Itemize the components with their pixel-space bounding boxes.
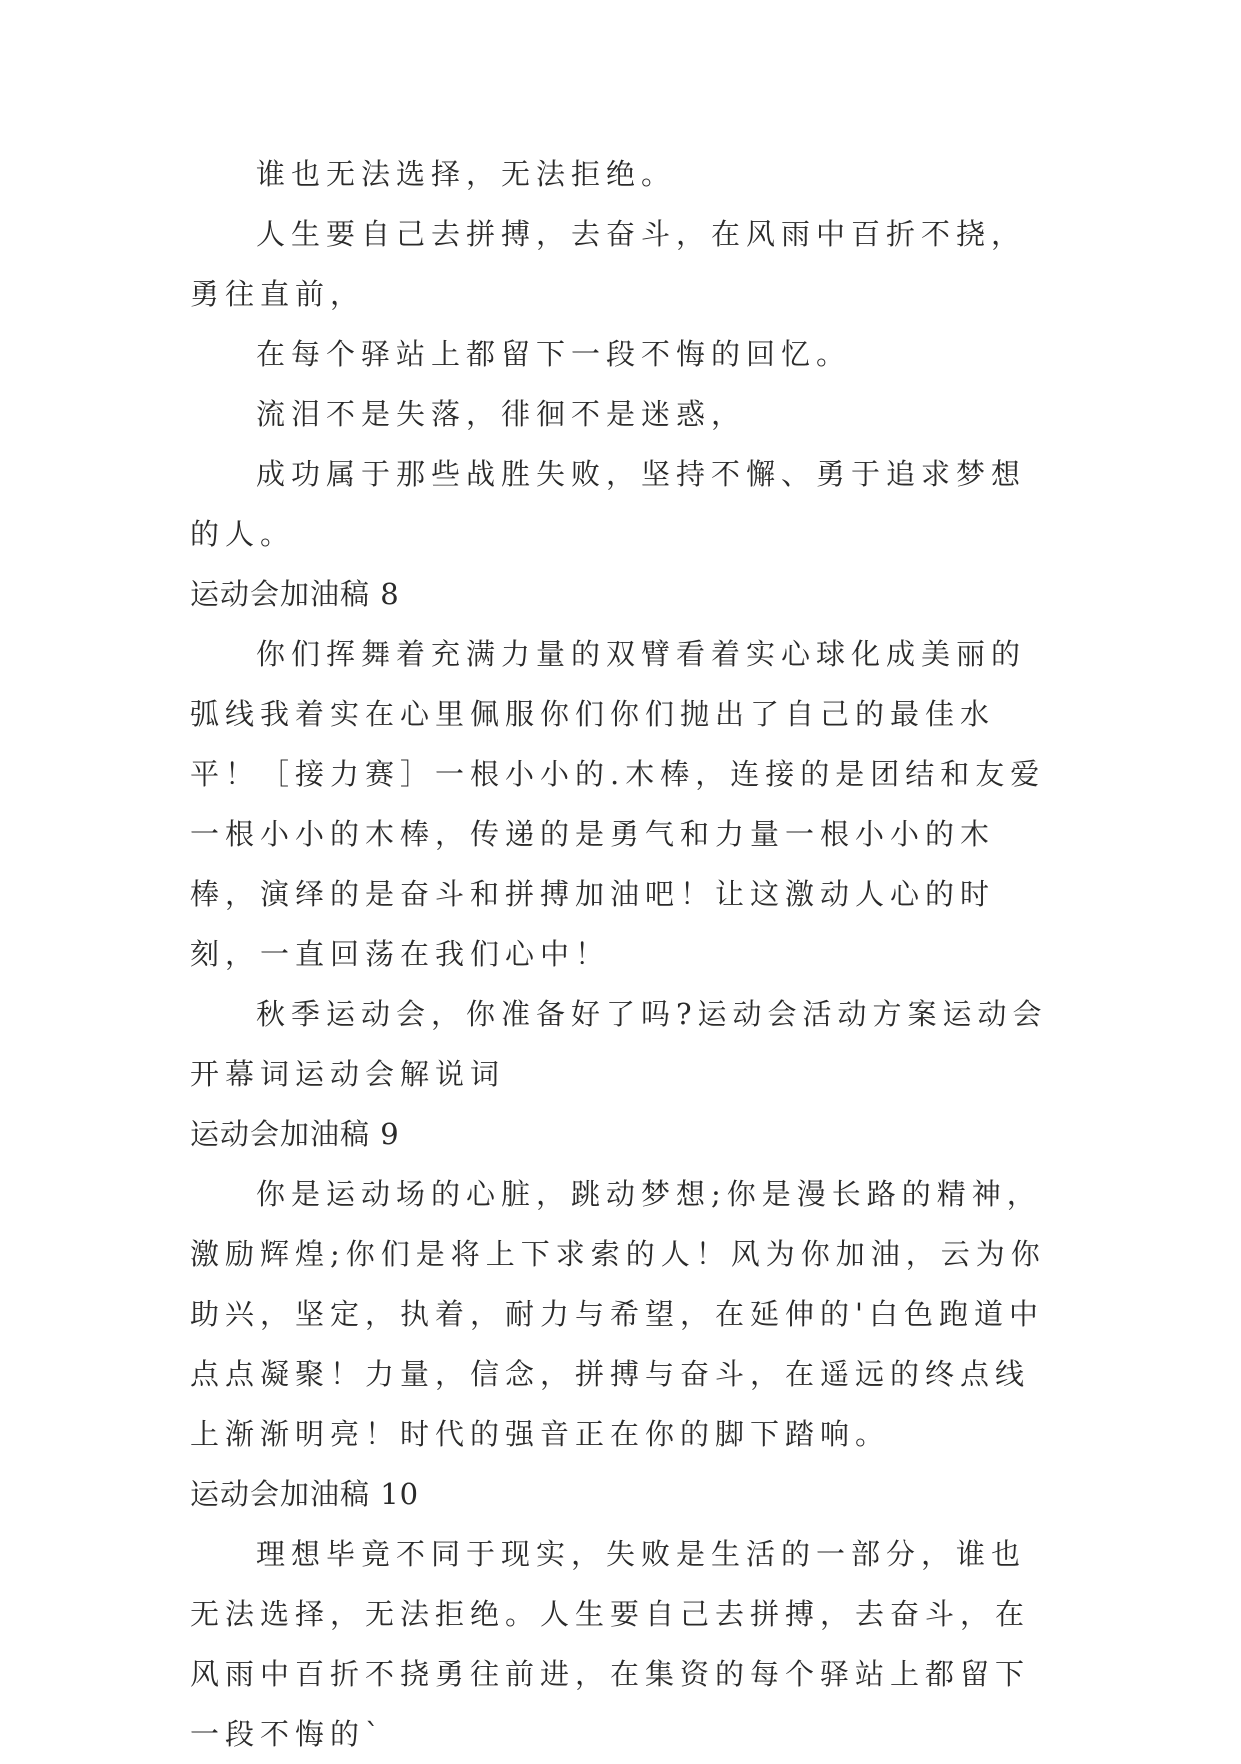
paragraph: 人生要自己去拼搏，去奋斗，在风雨中百折不挠，勇往直前， <box>190 217 1027 311</box>
section-heading: 运动会加油稿 8 <box>190 577 400 611</box>
section-heading: 运动会加油稿 10 <box>190 1477 420 1511</box>
paragraph: 在每个驿站上都留下一段不悔的回忆。 <box>256 337 852 371</box>
paragraph: 秋季运动会，你准备好了吗?运动会活动方案运动会开幕词运动会解说词 <box>190 997 1048 1091</box>
paragraph: 流泪不是失落，徘徊不是迷惑， <box>256 397 747 431</box>
paragraph: 理想毕竟不同于现实，失败是生活的一部分，谁也无法选择，无法拒绝。人生要自己去拼搏，去奋斗，在风雨中百折不挠勇往前进，在集资的每个驿站上都留下一段不悔的` <box>190 1537 1031 1751</box>
paragraph: 你们挥舞着充满力量的双臂看着实心球化成美丽的弧线我着实在心里佩服你们你们抛出了自己的最佳水平！［接力赛］一根小小的.木棒，连接的是团结和友爱一根小小的木棒，传递的是勇气和力量一根小小的木棒，演绎的是奋斗和拼搏加油吧！让这激动人心的时刻，一直回荡在我们心中！ <box>190 637 1046 971</box>
paragraph: 谁也无法选择，无法拒绝。 <box>256 157 677 191</box>
paragraph: 你是运动场的心脏，跳动梦想;你是漫长路的精神，激励辉煌;你们是将上下求索的人！风为你加油，云为你助兴，坚定，执着，耐力与希望，在延伸的'白色跑道中点点凝聚！力量，信念，拼搏与奋斗，在遥远的终点线上渐渐明亮！时代的强音正在你的脚下踏响。 <box>190 1177 1046 1451</box>
paragraph: 成功属于那些战胜失败，坚持不懈、勇于追求梦想的人。 <box>190 457 1027 551</box>
section-heading: 运动会加油稿 9 <box>190 1117 400 1151</box>
